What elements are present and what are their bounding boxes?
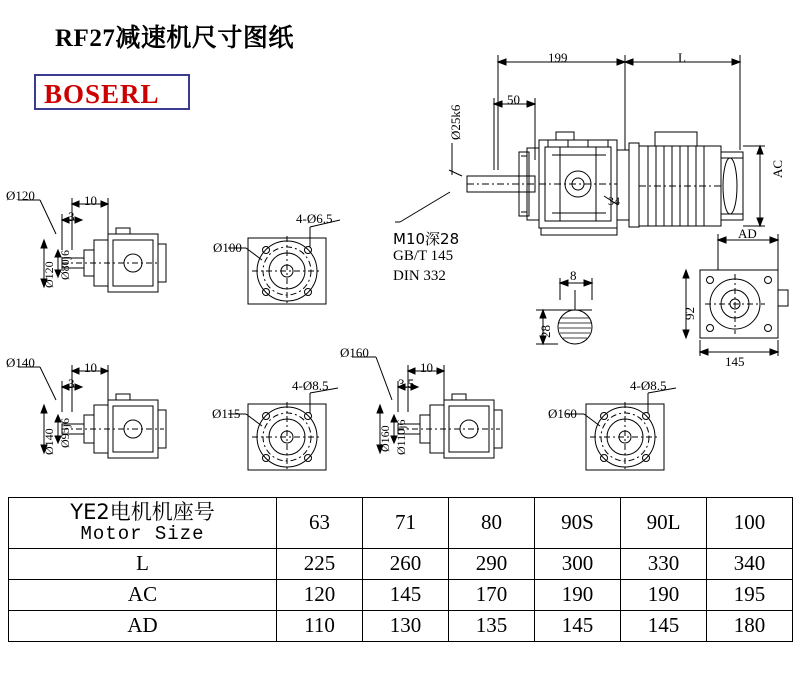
motor-size-table — [8, 497, 793, 642]
table-cell-AC-2: 170 — [449, 579, 535, 610]
table-cell-AD-1: 130 — [363, 610, 449, 641]
table-cell-size-4: 90L — [621, 498, 707, 549]
flange160-bolt-circle-label: Ø160 — [548, 406, 577, 421]
dim-L-label: L — [678, 50, 686, 65]
table-cell-AD-3: 145 — [535, 610, 621, 641]
flange120-spigot-label: Ø120 — [42, 261, 56, 288]
flange140-bolt-circle-label: Ø115 — [212, 406, 241, 421]
table-cell-L-1: 260 — [363, 548, 449, 579]
table-cell-size-5: 100 — [707, 498, 793, 549]
flange160-spigot-label: Ø160 — [378, 425, 392, 452]
flange140-dim-10: 10 — [84, 360, 97, 375]
flange140-diameter-label: Ø140 — [6, 355, 35, 370]
flange120-diameter-label: Ø120 — [6, 188, 35, 203]
table-cell-L-3: 300 — [535, 548, 621, 579]
dim-50-label: 50 — [507, 92, 520, 107]
dim-145-label: 145 — [725, 354, 745, 369]
flange140-dim-3: 3 — [68, 376, 75, 391]
table-cell-L-0: 225 — [277, 548, 363, 579]
shaft-diameter-label: Ø25k6 — [448, 104, 463, 140]
flange140-spigot-label: Ø140 — [42, 428, 56, 455]
flange160-dim-3-5: 3.5 — [398, 376, 415, 391]
table-cell-AC-0: 120 — [277, 579, 363, 610]
flange140-holes-label: 4-Ø8.5 — [292, 378, 329, 393]
flange120-holes-label: 4-Ø6.5 — [296, 211, 333, 226]
table-cell-AC-5: 195 — [707, 579, 793, 610]
dim-92-label: 92 — [682, 307, 697, 320]
table-cell-AD-5: 180 — [707, 610, 793, 641]
dim-8-label: 8 — [570, 268, 577, 283]
table-cell-AD-4: 145 — [621, 610, 707, 641]
table-cell-L-5: 340 — [707, 548, 793, 579]
table-header-row — [9, 498, 793, 549]
logo-text: BOSERL — [44, 79, 160, 109]
flange120-bore-label: Ø80j6 — [58, 250, 72, 280]
table-row — [9, 548, 793, 579]
thread-note-line3: DIN 332 — [393, 268, 446, 284]
table-cell-AC-4: 190 — [621, 579, 707, 610]
table-cell-L-4: 330 — [621, 548, 707, 579]
table-cell-size-1: 71 — [363, 498, 449, 549]
flange160-dim-10: 10 — [420, 360, 433, 375]
page-title: RF27减速机尺寸图纸 — [55, 25, 294, 52]
table-cell-L-2: 290 — [449, 548, 535, 579]
flange120-dim-10: 10 — [84, 193, 97, 208]
flange120-dim-3: 3 — [68, 209, 75, 224]
table-cell-AC-3: 190 — [535, 579, 621, 610]
thread-note-line2: GB/T 145 — [393, 248, 454, 264]
table-header-label-cn: YE2电机机座号 — [70, 500, 215, 524]
flange160-bore-label: Ø110j6 — [394, 419, 408, 455]
table-cell-AC-1: 145 — [363, 579, 449, 610]
table-row-label-AC: AC — [9, 579, 277, 610]
table-header-label-en: Motor Size — [80, 523, 205, 546]
table-cell-size-2: 80 — [449, 498, 535, 549]
table-row-label-AD: AD — [9, 610, 277, 641]
dim-AD-label: AD — [738, 226, 757, 241]
dim-28-label: 28 — [538, 325, 553, 338]
table-row — [9, 579, 793, 610]
table-row-label-L: L — [9, 548, 277, 579]
dim-34-label: 34 — [608, 194, 620, 208]
table-cell-size-0: 63 — [277, 498, 363, 549]
table-row — [9, 610, 793, 641]
flange140-bore-label: Ø95j6 — [58, 418, 72, 448]
dim-AC-label: AC — [770, 159, 785, 178]
table-cell-AD-0: 110 — [277, 610, 363, 641]
table-cell-AD-2: 135 — [449, 610, 535, 641]
dim-199-label: 199 — [548, 50, 568, 65]
thread-note-line1: M10深28 — [393, 230, 460, 248]
flange160-diameter-label: Ø160 — [340, 345, 369, 360]
table-header-label — [9, 498, 277, 549]
flange120-bolt-circle-label: Ø100 — [213, 240, 242, 255]
flange160-holes-label: 4-Ø8.5 — [630, 378, 667, 393]
table-cell-size-3: 90S — [535, 498, 621, 549]
